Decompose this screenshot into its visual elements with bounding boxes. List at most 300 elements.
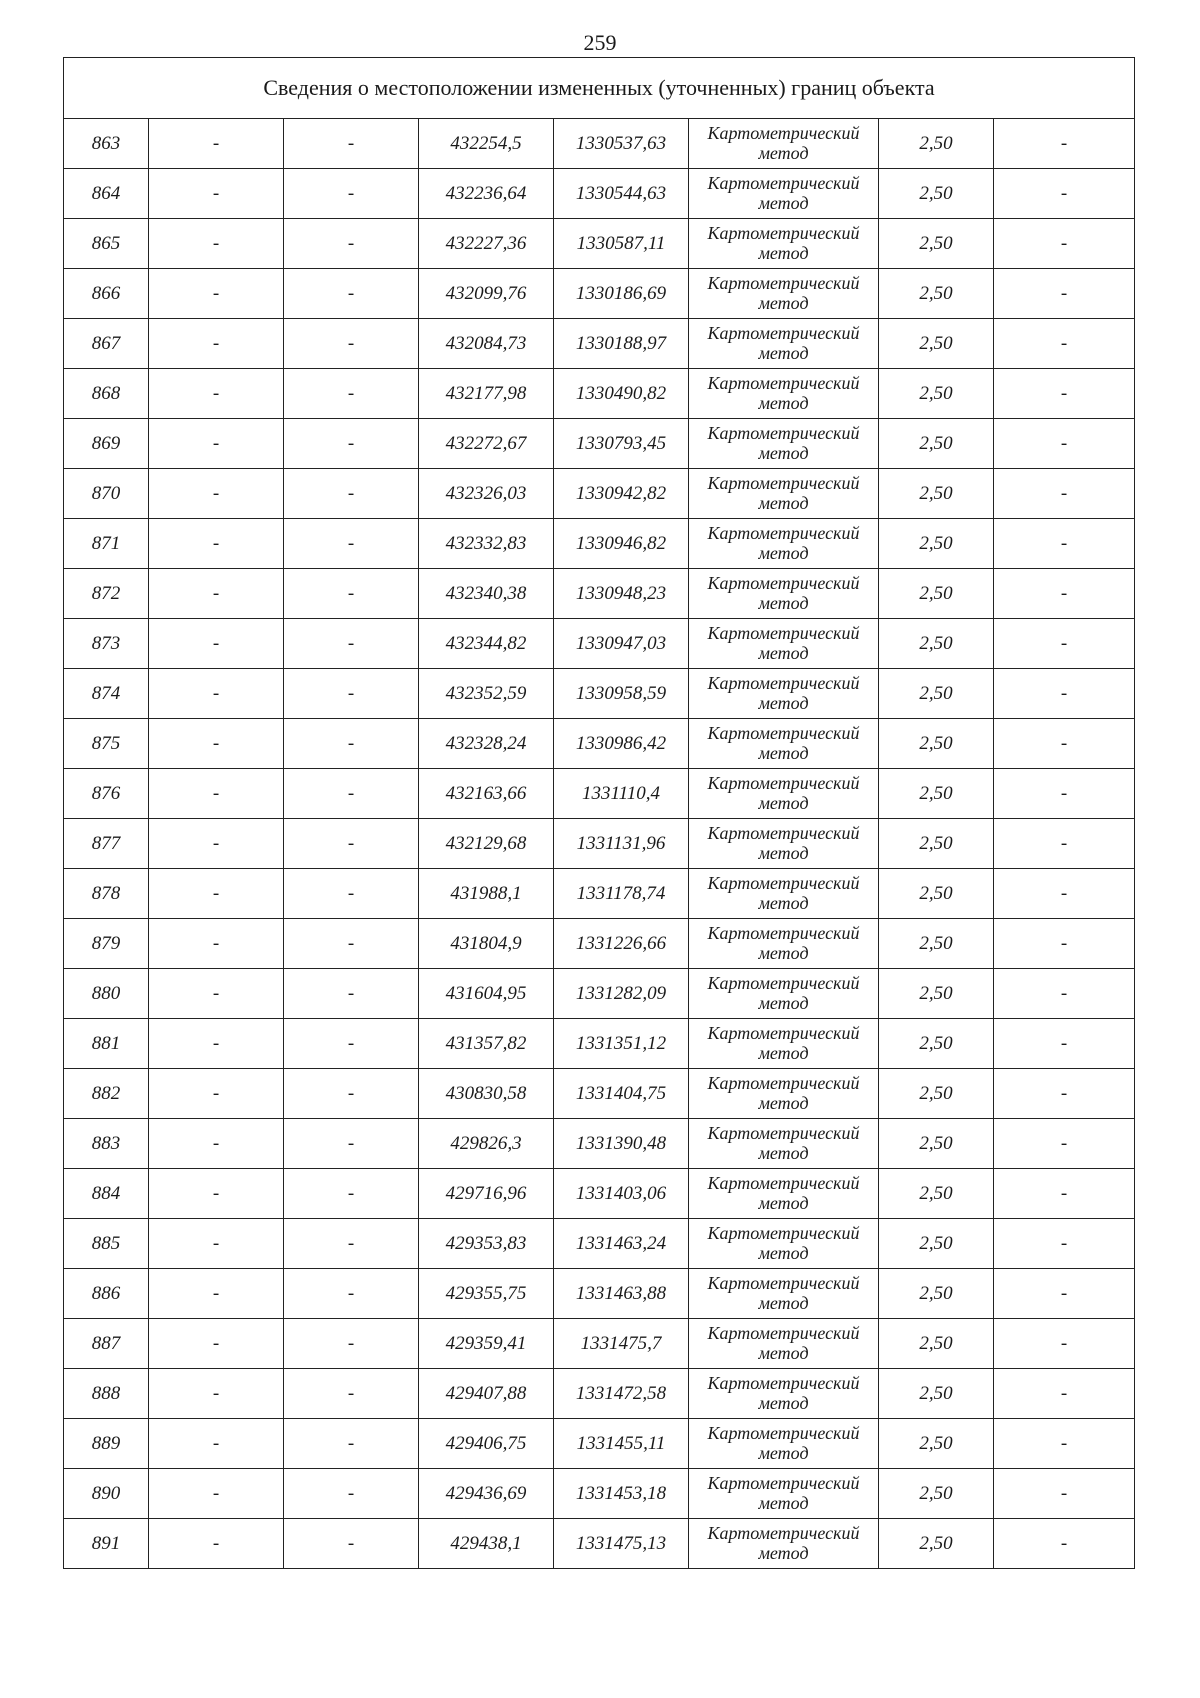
method-line-1: Картометрический bbox=[707, 222, 860, 243]
point-number-cell: 863 bbox=[64, 119, 149, 169]
method-cell bbox=[689, 1519, 879, 1569]
description-cell: - bbox=[994, 969, 1135, 1019]
accuracy-cell: 2,50 bbox=[879, 719, 994, 769]
empty-cell-2: - bbox=[284, 269, 419, 319]
method-line-1: Картометрический bbox=[707, 772, 860, 793]
table-row bbox=[64, 1169, 1135, 1219]
y-coordinate-cell: 1331226,66 bbox=[554, 919, 689, 969]
y-coordinate-cell: 1331390,48 bbox=[554, 1119, 689, 1169]
empty-cell-2: - bbox=[284, 369, 419, 419]
empty-cell-2: - bbox=[284, 919, 419, 969]
method-line-1: Картометрический bbox=[707, 622, 860, 643]
point-number-cell: 867 bbox=[64, 319, 149, 369]
empty-cell-1: - bbox=[149, 569, 284, 619]
point-number-cell: 876 bbox=[64, 769, 149, 819]
table-row bbox=[64, 1469, 1135, 1519]
y-coordinate-cell: 1331404,75 bbox=[554, 1069, 689, 1119]
empty-cell-1: - bbox=[149, 169, 284, 219]
method-line-2: метод bbox=[758, 992, 809, 1013]
table-row bbox=[64, 169, 1135, 219]
x-coordinate-cell: 429406,75 bbox=[419, 1419, 554, 1469]
table-row bbox=[64, 119, 1135, 169]
point-number-cell: 879 bbox=[64, 919, 149, 969]
empty-cell-2: - bbox=[284, 1169, 419, 1219]
method-line-2: метод bbox=[758, 1492, 809, 1513]
method-line-2: метод bbox=[758, 1442, 809, 1463]
y-coordinate-cell: 1331453,18 bbox=[554, 1469, 689, 1519]
empty-cell-1: - bbox=[149, 769, 284, 819]
empty-cell-2: - bbox=[284, 1519, 419, 1569]
description-cell: - bbox=[994, 719, 1135, 769]
accuracy-cell: 2,50 bbox=[879, 969, 994, 1019]
empty-cell-2: - bbox=[284, 1319, 419, 1369]
accuracy-cell: 2,50 bbox=[879, 1419, 994, 1469]
y-coordinate-cell: 1331351,12 bbox=[554, 1019, 689, 1069]
method-cell bbox=[689, 1169, 879, 1219]
point-number-cell: 885 bbox=[64, 1219, 149, 1269]
empty-cell-2: - bbox=[284, 119, 419, 169]
accuracy-cell: 2,50 bbox=[879, 819, 994, 869]
empty-cell-2: - bbox=[284, 169, 419, 219]
empty-cell-2: - bbox=[284, 1419, 419, 1469]
point-number-cell: 874 bbox=[64, 669, 149, 719]
accuracy-cell: 2,50 bbox=[879, 1469, 994, 1519]
x-coordinate-cell: 429355,75 bbox=[419, 1269, 554, 1319]
method-line-2: метод bbox=[758, 1042, 809, 1063]
x-coordinate-cell: 429438,1 bbox=[419, 1519, 554, 1569]
empty-cell-2: - bbox=[284, 1269, 419, 1319]
method-line-2: метод bbox=[758, 1242, 809, 1263]
description-cell: - bbox=[994, 1269, 1135, 1319]
method-line-1: Картометрический bbox=[707, 272, 860, 293]
empty-cell-1: - bbox=[149, 269, 284, 319]
table-body bbox=[64, 58, 1135, 1569]
empty-cell-1: - bbox=[149, 469, 284, 519]
table-row bbox=[64, 719, 1135, 769]
method-line-2: метод bbox=[758, 842, 809, 863]
x-coordinate-cell: 429359,41 bbox=[419, 1319, 554, 1369]
y-coordinate-cell: 1330490,82 bbox=[554, 369, 689, 419]
x-coordinate-cell: 432129,68 bbox=[419, 819, 554, 869]
y-coordinate-cell: 1331463,24 bbox=[554, 1219, 689, 1269]
x-coordinate-cell: 432084,73 bbox=[419, 319, 554, 369]
method-cell bbox=[689, 1069, 879, 1119]
x-coordinate-cell: 431988,1 bbox=[419, 869, 554, 919]
empty-cell-1: - bbox=[149, 419, 284, 469]
y-coordinate-cell: 1331463,88 bbox=[554, 1269, 689, 1319]
y-coordinate-cell: 1331282,09 bbox=[554, 969, 689, 1019]
point-number-cell: 875 bbox=[64, 719, 149, 769]
point-number-cell: 865 bbox=[64, 219, 149, 269]
method-line-2: метод bbox=[758, 742, 809, 763]
x-coordinate-cell: 429716,96 bbox=[419, 1169, 554, 1219]
table-row bbox=[64, 1419, 1135, 1469]
accuracy-cell: 2,50 bbox=[879, 469, 994, 519]
table-row bbox=[64, 1069, 1135, 1119]
table-row bbox=[64, 1119, 1135, 1169]
description-cell: - bbox=[994, 1369, 1135, 1419]
empty-cell-2: - bbox=[284, 769, 419, 819]
method-cell bbox=[689, 469, 879, 519]
method-line-1: Картометрический bbox=[707, 172, 860, 193]
description-cell: - bbox=[994, 369, 1135, 419]
empty-cell-2: - bbox=[284, 1369, 419, 1419]
y-coordinate-cell: 1330537,63 bbox=[554, 119, 689, 169]
table-row bbox=[64, 469, 1135, 519]
x-coordinate-cell: 432272,67 bbox=[419, 419, 554, 469]
empty-cell-2: - bbox=[284, 1069, 419, 1119]
method-cell bbox=[689, 169, 879, 219]
method-cell bbox=[689, 219, 879, 269]
accuracy-cell: 2,50 bbox=[879, 1269, 994, 1319]
point-number-cell: 880 bbox=[64, 969, 149, 1019]
method-line-2: метод bbox=[758, 892, 809, 913]
y-coordinate-cell: 1330942,82 bbox=[554, 469, 689, 519]
description-cell: - bbox=[994, 519, 1135, 569]
table-row bbox=[64, 1369, 1135, 1419]
empty-cell-2: - bbox=[284, 1219, 419, 1269]
x-coordinate-cell: 432326,03 bbox=[419, 469, 554, 519]
point-number-cell: 878 bbox=[64, 869, 149, 919]
method-line-1: Картометрический bbox=[707, 1322, 860, 1343]
method-cell bbox=[689, 869, 879, 919]
method-line-2: метод bbox=[758, 192, 809, 213]
method-cell bbox=[689, 119, 879, 169]
y-coordinate-cell: 1331455,11 bbox=[554, 1419, 689, 1469]
accuracy-cell: 2,50 bbox=[879, 1119, 994, 1169]
accuracy-cell: 2,50 bbox=[879, 1169, 994, 1219]
method-line-2: метод bbox=[758, 442, 809, 463]
method-line-1: Картометрический bbox=[707, 1022, 860, 1043]
empty-cell-1: - bbox=[149, 1019, 284, 1069]
method-line-1: Картометрический bbox=[707, 322, 860, 343]
empty-cell-1: - bbox=[149, 1469, 284, 1519]
accuracy-cell: 2,50 bbox=[879, 569, 994, 619]
method-line-2: метод bbox=[758, 1092, 809, 1113]
method-line-1: Картометрический bbox=[707, 1372, 860, 1393]
point-number-cell: 877 bbox=[64, 819, 149, 869]
method-line-2: метод bbox=[758, 792, 809, 813]
description-cell: - bbox=[994, 1119, 1135, 1169]
empty-cell-2: - bbox=[284, 219, 419, 269]
method-cell bbox=[689, 1019, 879, 1069]
table-row bbox=[64, 1319, 1135, 1369]
empty-cell-2: - bbox=[284, 869, 419, 919]
empty-cell-1: - bbox=[149, 969, 284, 1019]
method-line-1: Картометрический bbox=[707, 1422, 860, 1443]
table-row bbox=[64, 619, 1135, 669]
method-line-2: метод bbox=[758, 1192, 809, 1213]
y-coordinate-cell: 1330958,59 bbox=[554, 669, 689, 719]
empty-cell-2: - bbox=[284, 669, 419, 719]
boundary-coordinates-table bbox=[63, 57, 1135, 1569]
method-line-2: метод bbox=[758, 942, 809, 963]
table-row bbox=[64, 969, 1135, 1019]
empty-cell-2: - bbox=[284, 519, 419, 569]
y-coordinate-cell: 1330186,69 bbox=[554, 269, 689, 319]
method-line-1: Картометрический bbox=[707, 672, 860, 693]
description-cell: - bbox=[994, 769, 1135, 819]
accuracy-cell: 2,50 bbox=[879, 1519, 994, 1569]
description-cell: - bbox=[994, 619, 1135, 669]
description-cell: - bbox=[994, 169, 1135, 219]
description-cell: - bbox=[994, 319, 1135, 369]
x-coordinate-cell: 432328,24 bbox=[419, 719, 554, 769]
description-cell: - bbox=[994, 269, 1135, 319]
method-cell bbox=[689, 1119, 879, 1169]
method-cell bbox=[689, 419, 879, 469]
description-cell: - bbox=[994, 919, 1135, 969]
point-number-cell: 866 bbox=[64, 269, 149, 319]
empty-cell-2: - bbox=[284, 319, 419, 369]
point-number-cell: 883 bbox=[64, 1119, 149, 1169]
method-cell bbox=[689, 1369, 879, 1419]
table-row bbox=[64, 1019, 1135, 1069]
y-coordinate-cell: 1331403,06 bbox=[554, 1169, 689, 1219]
empty-cell-1: - bbox=[149, 1119, 284, 1169]
empty-cell-1: - bbox=[149, 619, 284, 669]
table-row bbox=[64, 319, 1135, 369]
empty-cell-1: - bbox=[149, 1169, 284, 1219]
method-cell bbox=[689, 669, 879, 719]
x-coordinate-cell: 432099,76 bbox=[419, 269, 554, 319]
method-line-2: метод bbox=[758, 142, 809, 163]
y-coordinate-cell: 1331178,74 bbox=[554, 869, 689, 919]
table-row bbox=[64, 1219, 1135, 1269]
accuracy-cell: 2,50 bbox=[879, 1369, 994, 1419]
method-line-2: метод bbox=[758, 242, 809, 263]
accuracy-cell: 2,50 bbox=[879, 669, 994, 719]
empty-cell-1: - bbox=[149, 369, 284, 419]
method-cell bbox=[689, 1419, 879, 1469]
table-row bbox=[64, 669, 1135, 719]
method-cell bbox=[689, 569, 879, 619]
empty-cell-1: - bbox=[149, 1069, 284, 1119]
empty-cell-1: - bbox=[149, 119, 284, 169]
empty-cell-2: - bbox=[284, 969, 419, 1019]
empty-cell-1: - bbox=[149, 719, 284, 769]
method-cell bbox=[689, 769, 879, 819]
method-line-2: метод bbox=[758, 392, 809, 413]
y-coordinate-cell: 1331131,96 bbox=[554, 819, 689, 869]
point-number-cell: 872 bbox=[64, 569, 149, 619]
empty-cell-2: - bbox=[284, 1019, 419, 1069]
empty-cell-2: - bbox=[284, 569, 419, 619]
x-coordinate-cell: 432177,98 bbox=[419, 369, 554, 419]
y-coordinate-cell: 1330946,82 bbox=[554, 519, 689, 569]
x-coordinate-cell: 429407,88 bbox=[419, 1369, 554, 1419]
x-coordinate-cell: 429826,3 bbox=[419, 1119, 554, 1169]
method-cell bbox=[689, 1269, 879, 1319]
x-coordinate-cell: 431357,82 bbox=[419, 1019, 554, 1069]
empty-cell-1: - bbox=[149, 1369, 284, 1419]
method-cell bbox=[689, 719, 879, 769]
x-coordinate-cell: 432352,59 bbox=[419, 669, 554, 719]
description-cell: - bbox=[994, 1019, 1135, 1069]
accuracy-cell: 2,50 bbox=[879, 919, 994, 969]
method-line-1: Картометрический bbox=[707, 1122, 860, 1143]
method-line-2: метод bbox=[758, 492, 809, 513]
method-cell bbox=[689, 1219, 879, 1269]
accuracy-cell: 2,50 bbox=[879, 169, 994, 219]
x-coordinate-cell: 430830,58 bbox=[419, 1069, 554, 1119]
empty-cell-1: - bbox=[149, 869, 284, 919]
accuracy-cell: 2,50 bbox=[879, 1069, 994, 1119]
accuracy-cell: 2,50 bbox=[879, 1319, 994, 1369]
table-row bbox=[64, 869, 1135, 919]
y-coordinate-cell: 1330544,63 bbox=[554, 169, 689, 219]
table-row bbox=[64, 769, 1135, 819]
empty-cell-1: - bbox=[149, 819, 284, 869]
point-number-cell: 890 bbox=[64, 1469, 149, 1519]
description-cell: - bbox=[994, 469, 1135, 519]
x-coordinate-cell: 432227,36 bbox=[419, 219, 554, 269]
table-title-row bbox=[64, 58, 1135, 119]
y-coordinate-cell: 1330793,45 bbox=[554, 419, 689, 469]
method-line-2: метод bbox=[758, 592, 809, 613]
empty-cell-1: - bbox=[149, 919, 284, 969]
y-coordinate-cell: 1330587,11 bbox=[554, 219, 689, 269]
description-cell: - bbox=[994, 1069, 1135, 1119]
point-number-cell: 868 bbox=[64, 369, 149, 419]
empty-cell-2: - bbox=[284, 419, 419, 469]
empty-cell-2: - bbox=[284, 1119, 419, 1169]
method-line-2: метод bbox=[758, 292, 809, 313]
table-row bbox=[64, 369, 1135, 419]
point-number-cell: 882 bbox=[64, 1069, 149, 1119]
description-cell: - bbox=[994, 1169, 1135, 1219]
method-cell bbox=[689, 1469, 879, 1519]
accuracy-cell: 2,50 bbox=[879, 419, 994, 469]
method-line-1: Картометрический bbox=[707, 372, 860, 393]
point-number-cell: 887 bbox=[64, 1319, 149, 1369]
method-line-1: Картометрический bbox=[707, 1522, 860, 1543]
y-coordinate-cell: 1331475,7 bbox=[554, 1319, 689, 1369]
table-row bbox=[64, 919, 1135, 969]
method-line-2: метод bbox=[758, 692, 809, 713]
method-cell bbox=[689, 369, 879, 419]
method-cell bbox=[689, 969, 879, 1019]
point-number-cell: 864 bbox=[64, 169, 149, 219]
empty-cell-1: - bbox=[149, 1319, 284, 1369]
table-row bbox=[64, 569, 1135, 619]
empty-cell-2: - bbox=[284, 619, 419, 669]
accuracy-cell: 2,50 bbox=[879, 369, 994, 419]
x-coordinate-cell: 432332,83 bbox=[419, 519, 554, 569]
empty-cell-2: - bbox=[284, 819, 419, 869]
table-row bbox=[64, 269, 1135, 319]
method-cell bbox=[689, 269, 879, 319]
x-coordinate-cell: 432254,5 bbox=[419, 119, 554, 169]
y-coordinate-cell: 1330947,03 bbox=[554, 619, 689, 669]
point-number-cell: 886 bbox=[64, 1269, 149, 1319]
accuracy-cell: 2,50 bbox=[879, 869, 994, 919]
method-line-1: Картометрический bbox=[707, 522, 860, 543]
method-cell bbox=[689, 919, 879, 969]
table-title: Сведения о местоположении измененных (уточненных) границ объекта bbox=[64, 58, 1135, 119]
page-number: 259 bbox=[583, 30, 617, 55]
description-cell: - bbox=[994, 869, 1135, 919]
empty-cell-1: - bbox=[149, 319, 284, 369]
y-coordinate-cell: 1330986,42 bbox=[554, 719, 689, 769]
method-cell bbox=[689, 1319, 879, 1369]
empty-cell-1: - bbox=[149, 1219, 284, 1269]
method-line-1: Картометрический bbox=[707, 1072, 860, 1093]
point-number-cell: 891 bbox=[64, 1519, 149, 1569]
method-cell bbox=[689, 819, 879, 869]
empty-cell-2: - bbox=[284, 1469, 419, 1519]
point-number-cell: 870 bbox=[64, 469, 149, 519]
table-row bbox=[64, 419, 1135, 469]
method-line-1: Картометрический bbox=[707, 572, 860, 593]
accuracy-cell: 2,50 bbox=[879, 119, 994, 169]
method-line-1: Картометрический bbox=[707, 122, 860, 143]
table-row bbox=[64, 1269, 1135, 1319]
x-coordinate-cell: 431604,95 bbox=[419, 969, 554, 1019]
method-line-1: Картометрический bbox=[707, 1272, 860, 1293]
x-coordinate-cell: 432163,66 bbox=[419, 769, 554, 819]
accuracy-cell: 2,50 bbox=[879, 519, 994, 569]
table-row bbox=[64, 819, 1135, 869]
x-coordinate-cell: 429353,83 bbox=[419, 1219, 554, 1269]
x-coordinate-cell: 432340,38 bbox=[419, 569, 554, 619]
method-line-1: Картометрический bbox=[707, 1472, 860, 1493]
table-row bbox=[64, 519, 1135, 569]
accuracy-cell: 2,50 bbox=[879, 219, 994, 269]
point-number-cell: 889 bbox=[64, 1419, 149, 1469]
y-coordinate-cell: 1331110,4 bbox=[554, 769, 689, 819]
method-cell bbox=[689, 619, 879, 669]
empty-cell-1: - bbox=[149, 1519, 284, 1569]
method-cell bbox=[689, 519, 879, 569]
y-coordinate-cell: 1331472,58 bbox=[554, 1369, 689, 1419]
method-line-2: метод bbox=[758, 1542, 809, 1563]
accuracy-cell: 2,50 bbox=[879, 769, 994, 819]
description-cell: - bbox=[994, 819, 1135, 869]
method-line-1: Картометрический bbox=[707, 422, 860, 443]
point-number-cell: 881 bbox=[64, 1019, 149, 1069]
empty-cell-1: - bbox=[149, 519, 284, 569]
empty-cell-1: - bbox=[149, 219, 284, 269]
method-line-1: Картометрический bbox=[707, 722, 860, 743]
method-line-1: Картометрический bbox=[707, 1222, 860, 1243]
point-number-cell: 888 bbox=[64, 1369, 149, 1419]
x-coordinate-cell: 432344,82 bbox=[419, 619, 554, 669]
accuracy-cell: 2,50 bbox=[879, 319, 994, 369]
point-number-cell: 884 bbox=[64, 1169, 149, 1219]
accuracy-cell: 2,50 bbox=[879, 619, 994, 669]
method-line-2: метод bbox=[758, 1342, 809, 1363]
x-coordinate-cell: 432236,64 bbox=[419, 169, 554, 219]
description-cell: - bbox=[994, 219, 1135, 269]
accuracy-cell: 2,50 bbox=[879, 1219, 994, 1269]
point-number-cell: 873 bbox=[64, 619, 149, 669]
table-row bbox=[64, 1519, 1135, 1569]
description-cell: - bbox=[994, 1219, 1135, 1269]
y-coordinate-cell: 1330948,23 bbox=[554, 569, 689, 619]
y-coordinate-cell: 1330188,97 bbox=[554, 319, 689, 369]
method-line-1: Картометрический bbox=[707, 1172, 860, 1193]
method-line-1: Картометрический bbox=[707, 822, 860, 843]
method-line-2: метод bbox=[758, 1292, 809, 1313]
description-cell: - bbox=[994, 669, 1135, 719]
accuracy-cell: 2,50 bbox=[879, 269, 994, 319]
accuracy-cell: 2,50 bbox=[879, 1019, 994, 1069]
method-line-2: метод bbox=[758, 642, 809, 663]
description-cell: - bbox=[994, 1519, 1135, 1569]
method-line-2: метод bbox=[758, 542, 809, 563]
empty-cell-1: - bbox=[149, 1269, 284, 1319]
